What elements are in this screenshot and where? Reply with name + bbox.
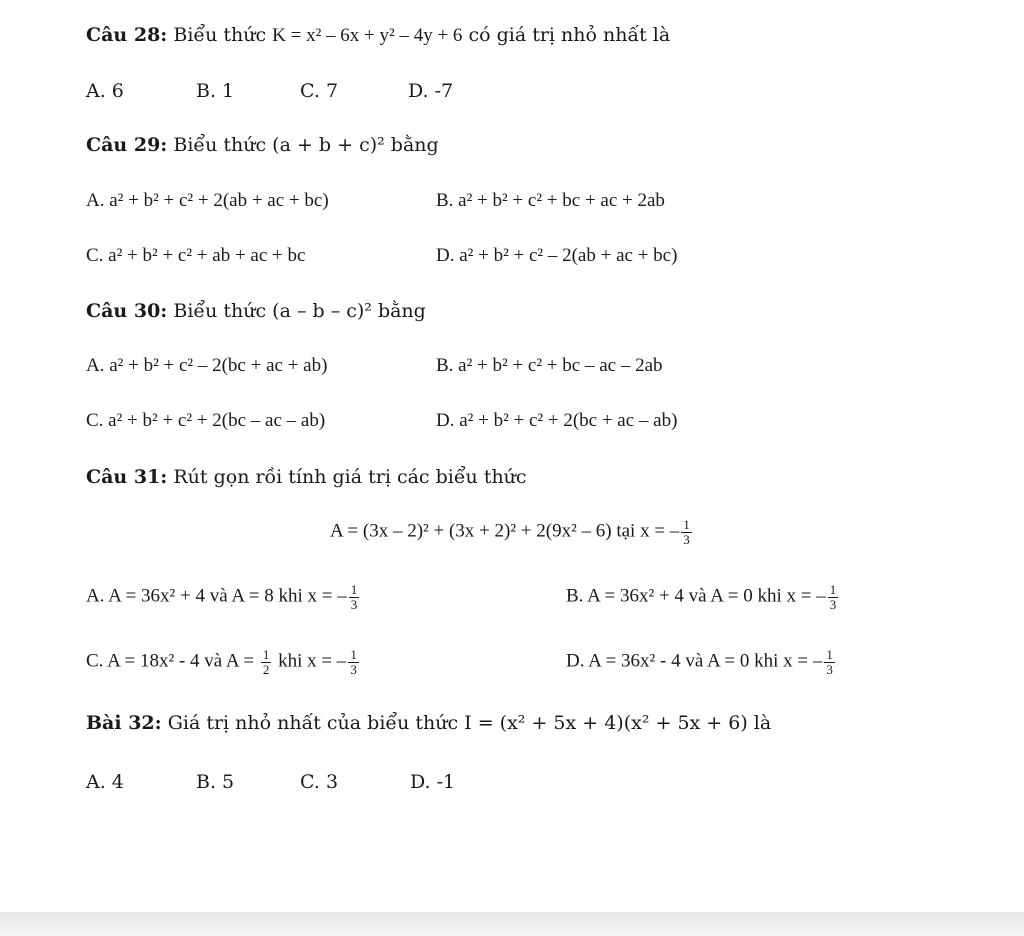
question-28-expression: K = x² – 6x + y² – 4y + 6: [272, 25, 463, 46]
page-bottom-edge: [0, 912, 1024, 936]
fraction-numerator: 1: [829, 582, 837, 597]
question-31-text: Rút gọn rồi tính giá trị các biểu thức: [173, 466, 527, 488]
question-32-option-c: C. 3: [300, 771, 339, 793]
option-c-mid-fraction: [261, 648, 272, 676]
question-28-option-b: B. 1: [196, 80, 235, 102]
question-31-label: Câu 31:: [86, 466, 168, 488]
question-28-text-before: Biểu thức: [173, 24, 273, 46]
question-29-option-d: D. a² + b² + c² – 2(ab + ac + bc): [436, 245, 678, 266]
question-29-option-b: B. a² + b² + c² + bc + ac + 2ab: [436, 190, 665, 211]
question-31-option-d: [566, 648, 837, 676]
question-31-expression: [330, 518, 694, 546]
fraction-denominator: 3: [829, 596, 837, 612]
fraction-denominator: 3: [826, 661, 833, 677]
option-d-fraction: [824, 648, 835, 676]
fraction-numerator: 1: [350, 647, 357, 662]
question-30-option-d: D. a² + b² + c² + 2(bc + ac – ab): [436, 410, 678, 431]
question-32-stem: [86, 712, 771, 734]
fraction-denominator: 2: [262, 661, 270, 677]
option-c-mid-text: khi x = –: [273, 650, 347, 672]
question-30-option-a: A. a² + b² + c² – 2(bc + ac + ab): [86, 355, 328, 376]
option-b-fraction: [828, 583, 839, 611]
question-28-option-d: D. -7: [408, 80, 454, 102]
question-29-text: Biểu thức (a + b + c)² bằng: [173, 134, 439, 156]
fraction-denominator: 3: [350, 596, 358, 612]
question-32-text: Giá trị nhỏ nhất của biểu thức I = (x² + 5x + 4)(x² + 5x + 6) là: [167, 712, 772, 734]
fraction-numerator: 1: [683, 517, 690, 532]
question-28-label: Câu 28:: [86, 24, 168, 46]
option-d-text: D. A = 36x² - 4 và A = 0 khi x = –: [566, 650, 823, 672]
fraction-denominator: 3: [350, 661, 357, 677]
question-30-option-b: B. a² + b² + c² + bc – ac – 2ab: [436, 355, 663, 376]
question-30-stem: [86, 300, 426, 322]
fraction-numerator: 1: [826, 647, 833, 662]
question-28-stem: [86, 24, 670, 47]
fraction-numerator: 1: [262, 647, 270, 662]
fraction-numerator: 1: [350, 582, 358, 597]
question-32-label: Bài 32:: [86, 712, 162, 734]
question-29-stem: [86, 134, 439, 156]
question-32-option-b: B. 5: [196, 771, 235, 793]
question-31-option-c: [86, 648, 361, 676]
question-31-option-a: [86, 583, 361, 611]
question-30-label: Câu 30:: [86, 300, 168, 322]
question-31-fraction: [681, 518, 692, 546]
question-31-option-b: [566, 583, 840, 611]
question-32-option-d: D. -1: [410, 771, 456, 793]
question-31-stem: [86, 466, 527, 488]
option-a-text: A. A = 36x² + 4 và A = 8 khi x = –: [86, 585, 347, 607]
question-29-option-a: A. a² + b² + c² + 2(ab + ac + bc): [86, 190, 329, 211]
question-28-option-c: C. 7: [300, 80, 339, 102]
question-30-option-c: C. a² + b² + c² + 2(bc – ac – ab): [86, 410, 326, 431]
question-30-text: Biểu thức (a – b – c)² bằng: [173, 300, 426, 322]
option-c-text: C. A = 18x² - 4 và A =: [86, 650, 259, 672]
question-29-option-c: C. a² + b² + c² + ab + ac + bc: [86, 245, 306, 266]
option-b-text: B. A = 36x² + 4 và A = 0 khi x = –: [566, 585, 826, 607]
option-c-fraction: [348, 648, 359, 676]
question-29-label: Câu 29:: [86, 134, 168, 156]
question-28-text-after: có giá trị nhỏ nhất là: [462, 24, 671, 46]
question-31-expression-text: A = (3x – 2)² + (3x + 2)² + 2(9x² – 6) tại x = –: [330, 520, 680, 542]
question-32-option-a: A. 4: [86, 771, 124, 793]
fraction-denominator: 3: [683, 531, 690, 547]
question-28-option-a: A. 6: [86, 80, 124, 102]
option-a-fraction: [349, 583, 360, 611]
